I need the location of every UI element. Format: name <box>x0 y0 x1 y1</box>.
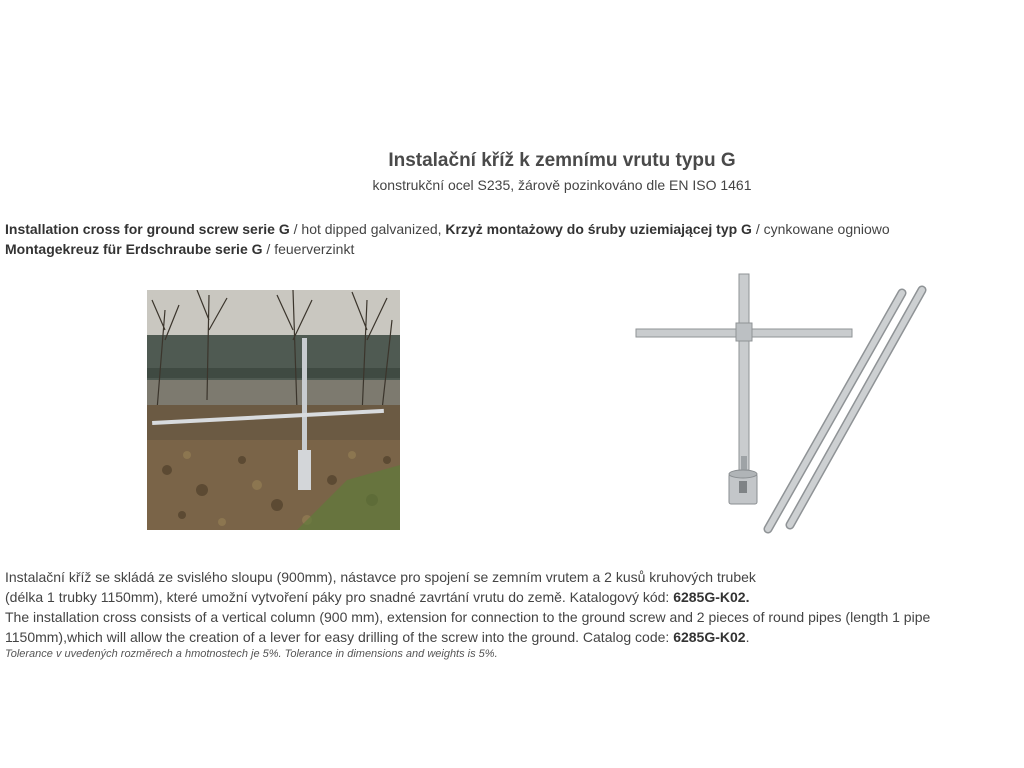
description-en-text: The installation cross consists of a vertical column (900 mm), extension for connection to the ground screw and 2 pieces of round pipes (length 1 pipe 1150mm),which will allow the creation of a lever for easy drilling of the screw into the ground. Catalog code: <box>5 609 931 645</box>
description <box>5 567 1020 662</box>
description-cz-line2 <box>5 587 1020 607</box>
installation-cross-product-image <box>630 268 930 538</box>
language-line-en-pl <box>5 219 1024 239</box>
note-en: / hot dipped galvanized, <box>289 221 446 237</box>
language-variants <box>5 219 1024 259</box>
note-pl: / cynkowane ogniowo <box>751 221 890 237</box>
photo-illustration <box>147 290 400 530</box>
field-installation-photo <box>147 290 400 530</box>
page-title: Instalační kříž k zemnímu vrutu typu G <box>388 150 736 171</box>
tolerance-note: Tolerance v uvedených rozměrech a hmotnostech je 5%. Tolerance in dimensions and weights is 5%. <box>5 648 498 660</box>
product-illustration <box>630 268 930 538</box>
language-line-de <box>5 239 1024 259</box>
catalog-code-cz: 6285G-K02. <box>673 589 750 605</box>
title-pl: Krzyż montażowy do śruby uziemiającej typ G <box>445 221 752 237</box>
description-cz-text: (délka 1 trubky 1150mm), které umožní vytvoření páky pro snadné zavrtání vrutu do země. Katalogový kód: <box>5 589 674 605</box>
title-de: Montagekreuz für Erdschraube serie G <box>5 241 263 257</box>
catalog-code-en: 6285G-K02 <box>673 629 746 645</box>
note-de: / feuerverzinkt <box>262 241 355 257</box>
title-en: Installation cross for ground screw serie G <box>5 221 290 237</box>
description-cz-line1: Instalační kříž se skládá ze svislého sloupu (900mm), nástavce pro spojení se zemním vrutem a 2 kusů kruhových trubek <box>5 569 756 585</box>
description-en-end: . <box>745 629 750 645</box>
page-subtitle: konstrukční ocel S235, žárově pozinkováno dle EN ISO 1461 <box>372 177 752 193</box>
description-en <box>5 607 1020 647</box>
